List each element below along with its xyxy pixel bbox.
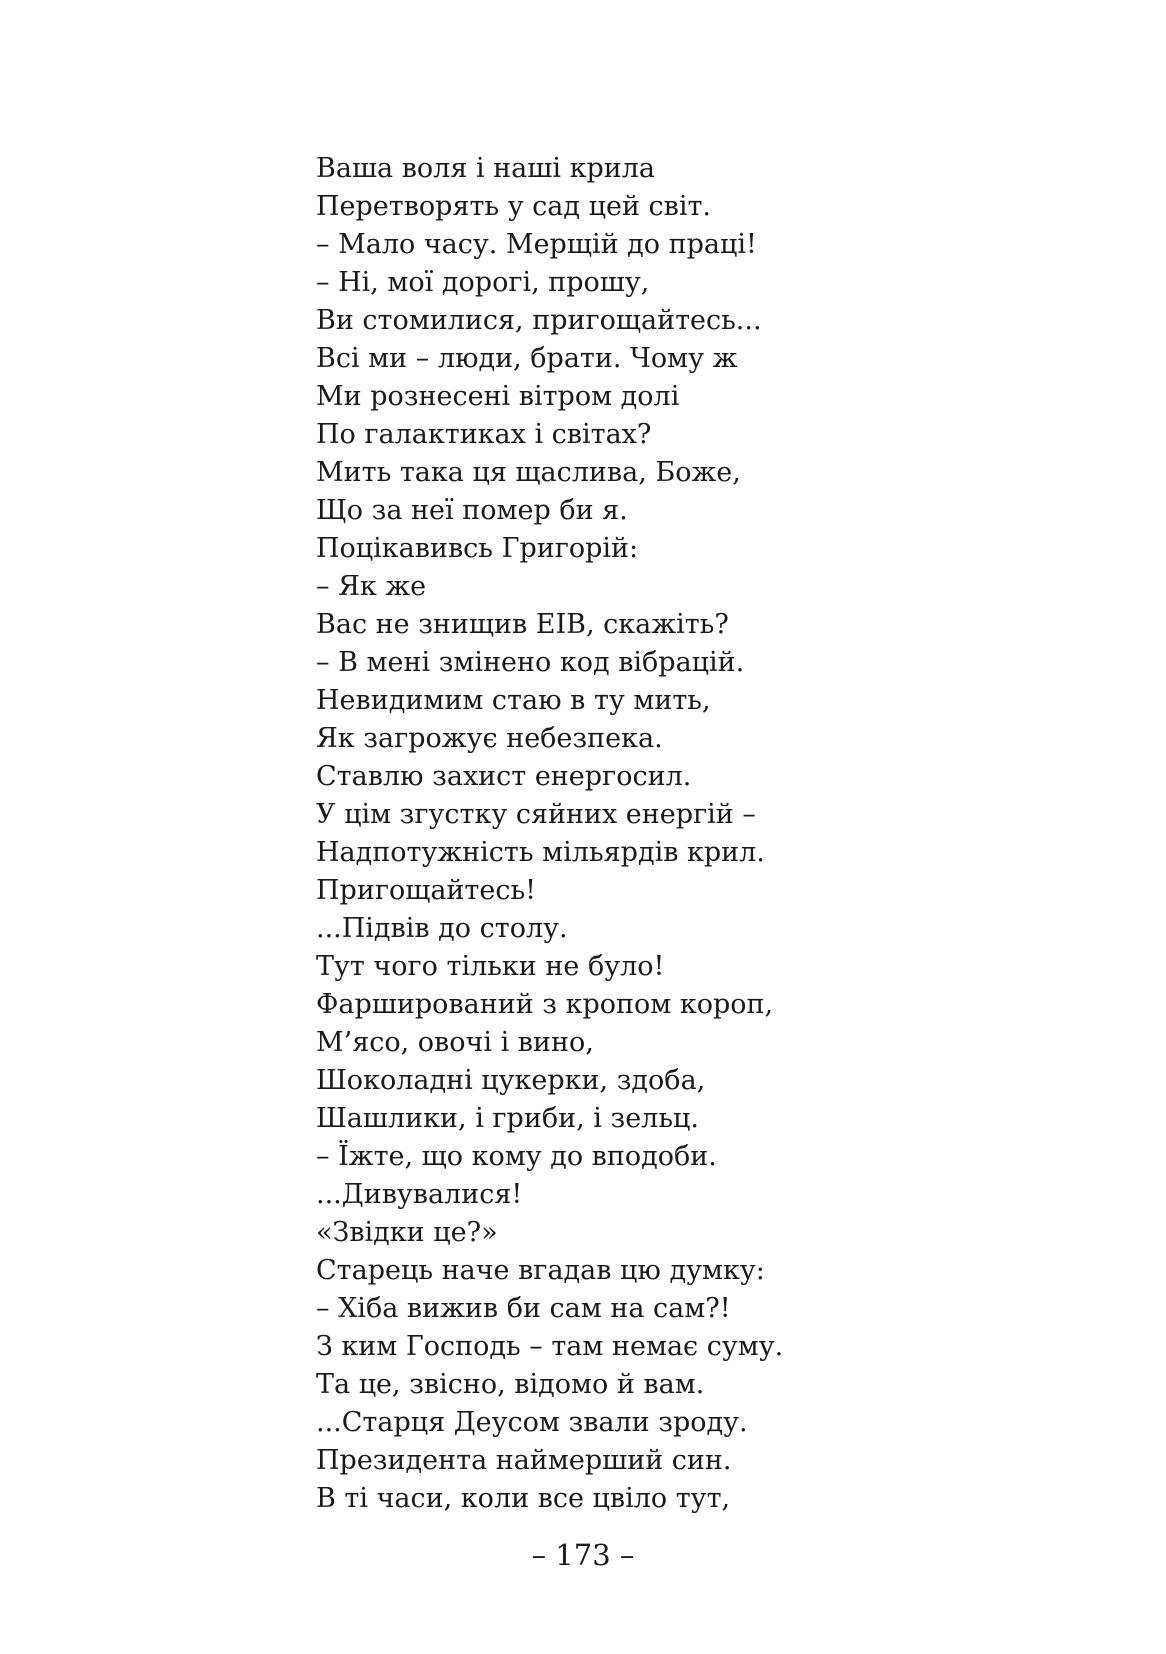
poem-line: – В мені змінено код вібрацій.	[316, 647, 745, 678]
poem-line: Ваша воля і наші крила	[316, 153, 655, 184]
poem-line: Шашлики, і гриби, і зельц.	[316, 1103, 699, 1134]
poem-line: – Як же	[316, 571, 427, 602]
poem-line: Ми рознесені вітром долі	[316, 381, 680, 412]
poem-line: По галактиках і світах?	[316, 419, 652, 450]
poem-line: Надпотужність мільярдів крил.	[316, 837, 765, 868]
poem-line: У цім згустку сяйних енергій –	[316, 799, 756, 830]
poem-line: В ті часи, коли все цвіло тут,	[316, 1483, 731, 1514]
poem-line: Перетворять у сад цей світ.	[316, 191, 712, 222]
poem-line: Шоколадні цукерки, здоба,	[316, 1065, 706, 1096]
poem-line: Та це, звісно, відомо й вам.	[316, 1369, 705, 1400]
poem-line: Старець наче вгадав цю думку:	[316, 1255, 765, 1286]
poem-line: Тут чого тільки не було!	[316, 951, 665, 982]
poem-line: ...Підвів до столу.	[316, 913, 568, 944]
poem-line: Мить така ця щаслива, Боже,	[316, 457, 741, 488]
poem-line: «Звідки це?»	[316, 1217, 498, 1248]
page-number: – 173 –	[531, 1538, 635, 1572]
poem-line: Президента наймерший син.	[316, 1445, 732, 1476]
poem-line: З ким Господь – там немає суму.	[316, 1331, 784, 1362]
poem-line: ...Старця Деусом звали зроду.	[316, 1407, 748, 1438]
poem-line: – Хіба вижив би сам на сам?!	[316, 1293, 731, 1324]
poem-line: М’ясо, овочі і вино,	[316, 1027, 594, 1058]
poem-line: – Ні, мої дорогі, прошу,	[316, 267, 650, 298]
poem-line: Що за неї помер би я.	[316, 495, 628, 526]
poem-text	[316, 150, 1096, 1518]
poem-line: Вас не знищив ЕІВ, скажіть?	[316, 609, 729, 640]
poem-line: Фарширований з кропом короп,	[316, 989, 774, 1020]
poem-line: Ставлю захист енергосил.	[316, 761, 692, 792]
poem-line: – Їжте, що кому до вподоби.	[316, 1141, 717, 1172]
poem-line: Пригощайтесь!	[316, 875, 537, 906]
poem-line: Як загрожує небезпека.	[316, 723, 663, 754]
poem-line: – Мало часу. Мерщій до праці!	[316, 229, 757, 260]
poem-line: Поцікавивсь Григорій:	[316, 533, 639, 564]
poem-line: ...Дивувалися!	[316, 1179, 523, 1210]
poem-line: Всі ми – люди, брати. Чому ж	[316, 343, 738, 374]
poem-line: Невидимим стаю в ту мить,	[316, 685, 711, 716]
poem-line: Ви стомилися, пригощайтесь...	[316, 305, 762, 336]
